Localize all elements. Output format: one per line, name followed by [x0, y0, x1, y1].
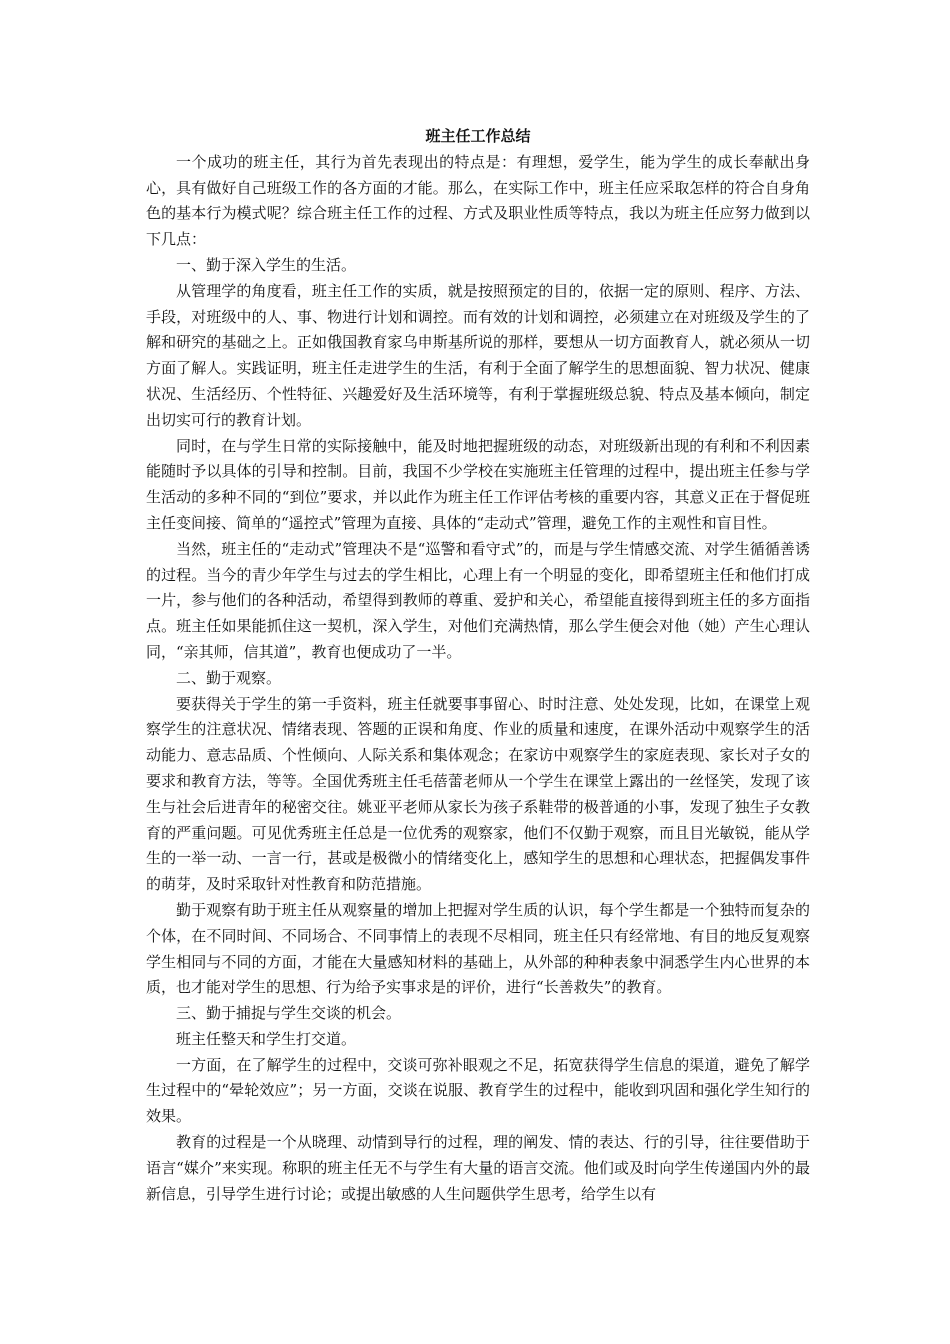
paragraph: 教育的过程是一个从晓理、动情到导行的过程，理的阐发、情的表达、行的引导，往往要借助于语言“媒介”来实现。称职的班主任无不与学生有大量的语言交流。他们或及时向学生传递国内外的最新信息，引导学生进行讨论；或提出敏感的人生问题供学生思考，给学生以有	[146, 1133, 810, 1203]
paragraph: 班主任整天和学生打交道。	[176, 1029, 357, 1048]
section-heading: 一、勤于深入学生的生活。	[176, 255, 357, 274]
document-page	[146, 124, 810, 1207]
paragraph: 一方面，在了解学生的过程中，交谈可弥补眼观之不足，拓宽获得学生信息的渠道，避免了解学生过程中的“晕轮效应”；另一方面，交谈在说服、教育学生的过程中，能收到巩固和强化学生知行的效果。	[146, 1055, 810, 1126]
paragraph: 要获得关于学生的第一手资料，班主任就要事事留心、时时注意、处处发现，比如，在课堂上观察学生的注意状况、情绪表现、答题的正误和角度、作业的质量和速度，在课外活动中观察学生的活动能力、意志品质、个性倾向、人际关系和集体观念；在家访中观察学生的家庭表现、家长对子女的要求和教育方法，等等。全国优秀班主任毛蓓蕾老师从一个学生在课堂上露出的一丝怪笑，发现了该生与社会后进青年的秘密交往。姚亚平老师从家长为孩子系鞋带的极普通的小事，发现了独生子女教育的严重问题。可见优秀班主任总是一位优秀的观察家，他们不仅勤于观察，而且目光敏锐，能从学生的一举一动、一言一行，甚或是极微小的情绪变化上，感知学生的思想和心理状态，把握偶发事件的萌芽，及时采取针对性教育和防范措施。	[146, 694, 810, 894]
paragraph: 勤于观察有助于班主任从观察量的增加上把握对学生质的认识，每个学生都是一个独特而复杂的个体，在不同时间、不同场合、不同事情上的表现不尽相同，班主任只有经常地、有目的地反复观察学生相同与不同的方面，才能在大量感知材料的基础上，从外部的种种表象中洞悉学生内心世界的本质，也才能对学生的思想、行为给予实事求是的评价，进行“长善救失”的教育。	[146, 900, 810, 997]
document-title: 班主任工作总结	[425, 127, 531, 145]
section-heading: 二、勤于观察。	[176, 668, 282, 687]
paragraph: 同时，在与学生日常的实际接触中，能及时地把握班级的动态，对班级新出现的有利和不利因素能随时予以具体的引导和控制。目前，我国不少学校在实施班主任管理的过程中，提出班主任参与学生活动的多种不同的“到位”要求，并以此作为班主任工作评估考核的重要内容，其意义正在于督促班主任变间接、简单的“遥控式”管理为直接、具体的“走动式”管理，避免工作的主观性和盲目性。	[146, 436, 810, 532]
paragraph: 一个成功的班主任，其行为首先表现出的特点是：有理想，爱学生，能为学生的成长奉献出身心，具有做好自己班级工作的各方面的才能。那么，在实际工作中，班主任应采取怎样的符合自身角色的基本行为模式呢？综合班主任工作的过程、方式及职业性质等特点，我以为班主任应努力做到以下几点：	[146, 152, 810, 249]
paragraph: 从管理学的角度看，班主任工作的实质，就是按照预定的目的，依据一定的原则、程序、方法、手段，对班级中的人、事、物进行计划和调控。而有效的计划和调控，必须建立在对班级及学生的了解和研究的基础之上。正如俄国教育家乌申斯基所说的那样，要想从一切方面教育人，就必须从一切方面了解人。实践证明，班主任走进学生的生活，有利于全面了解学生的思想面貌、智力状况、健康状况、生活经历、个性特征、兴趣爱好及生活环境等，有利于掌握班级总貌、特点及基本倾向，制定出切实可行的教育计划。	[146, 281, 810, 429]
section-heading: 三、勤于捕捉与学生交谈的机会。	[176, 1004, 402, 1023]
paragraph: 当然，班主任的“走动式”管理决不是“巡警和看守式”的，而是与学生情感交流、对学生循循善诱的过程。当今的青少年学生与过去的学生相比，心理上有一个明显的变化，即希望班主任和他们打成一片，参与他们的各种活动，希望得到教师的尊重、爱护和关心，希望能直接得到班主任的多方面指点。班主任如果能抓住这一契机，深入学生，对他们充满热情，那么学生便会对他（她）产生心理认同，“亲其师，信其道”，教育也便成功了一半。	[146, 539, 810, 661]
